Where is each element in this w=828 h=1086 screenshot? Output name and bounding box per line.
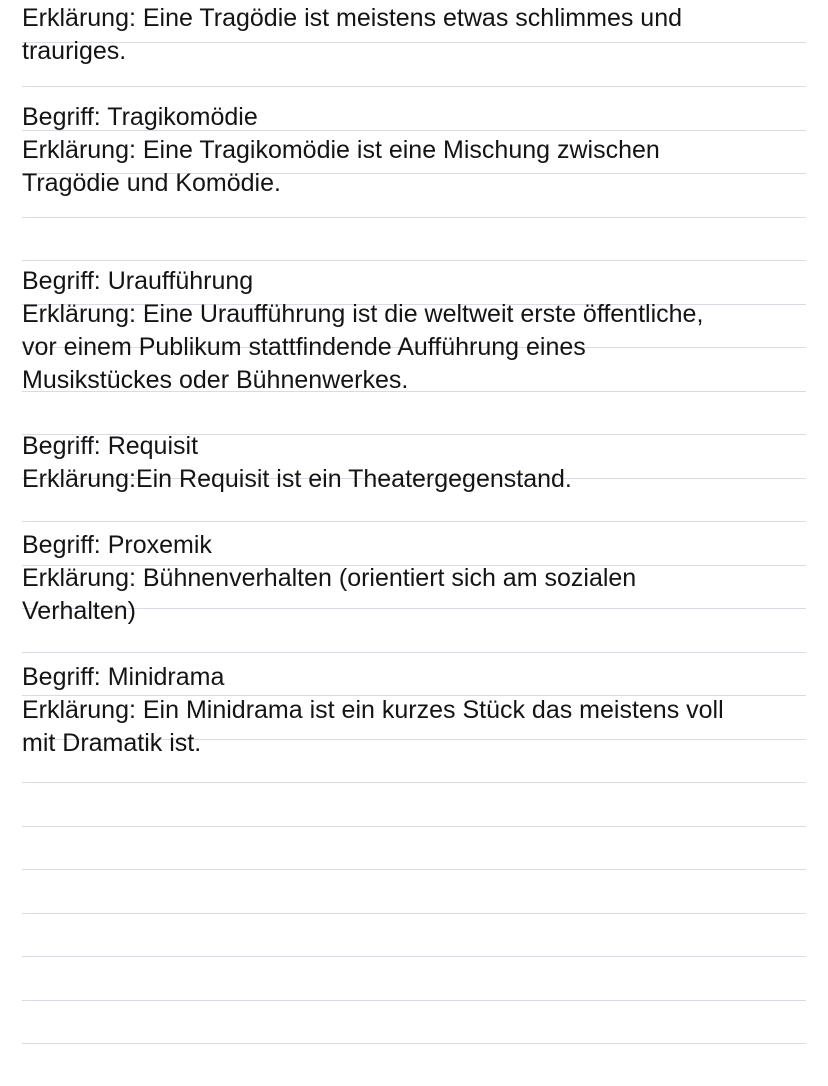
explanation-proxemik-cont[interactable]: Verhalten) [22, 597, 136, 625]
term-requisit[interactable]: Begriff: Requisit [22, 432, 199, 460]
ruled-line [22, 956, 806, 957]
term-tragikomoedie[interactable]: Begriff: Tragikomödie [22, 103, 258, 131]
term-minidrama[interactable]: Begriff: Minidrama [22, 663, 225, 691]
explanation-requisit[interactable]: Erklärung:Ein Requisit ist ein Theatergegenstand. [22, 465, 572, 493]
ruled-line [22, 86, 806, 87]
explanation-tragikomoedie-cont[interactable]: Tragödie und Komödie. [22, 169, 281, 197]
explanation-tragoedie-cont[interactable]: trauriges. [22, 37, 127, 65]
ruled-line [22, 826, 806, 827]
ruled-line [22, 913, 806, 914]
ruled-line [22, 1043, 806, 1044]
ruled-line [22, 1000, 806, 1001]
explanation-tragoedie[interactable]: Erklärung: Eine Tragödie ist meistens etwas schlimmes und [22, 4, 683, 32]
explanation-minidrama[interactable]: Erklärung: Ein Minidrama ist ein kurzes Stück das meistens voll [22, 696, 724, 724]
term-proxemik[interactable]: Begriff: Proxemik [22, 531, 212, 559]
ruled-line [22, 652, 806, 653]
ruled-line [22, 217, 806, 218]
explanation-urauffuehrung-cont2[interactable]: Musikstückes oder Bühnenwerkes. [22, 366, 409, 394]
ruled-line [22, 782, 806, 783]
ruled-line [22, 521, 806, 522]
ruled-line [22, 869, 806, 870]
explanation-urauffuehrung-cont[interactable]: vor einem Publikum stattfindende Aufführung eines [22, 333, 586, 361]
explanation-proxemik[interactable]: Erklärung: Bühnenverhalten (orientiert sich am sozialen [22, 564, 637, 592]
term-urauffuehrung[interactable]: Begriff: Uraufführung [22, 267, 254, 295]
explanation-tragikomoedie[interactable]: Erklärung: Eine Tragikomödie ist eine Mischung zwischen [22, 136, 660, 164]
explanation-minidrama-cont[interactable]: mit Dramatik ist. [22, 729, 202, 757]
ruled-line [22, 260, 806, 261]
explanation-urauffuehrung[interactable]: Erklärung: Eine Uraufführung ist die weltweit erste öffentliche, [22, 300, 704, 328]
